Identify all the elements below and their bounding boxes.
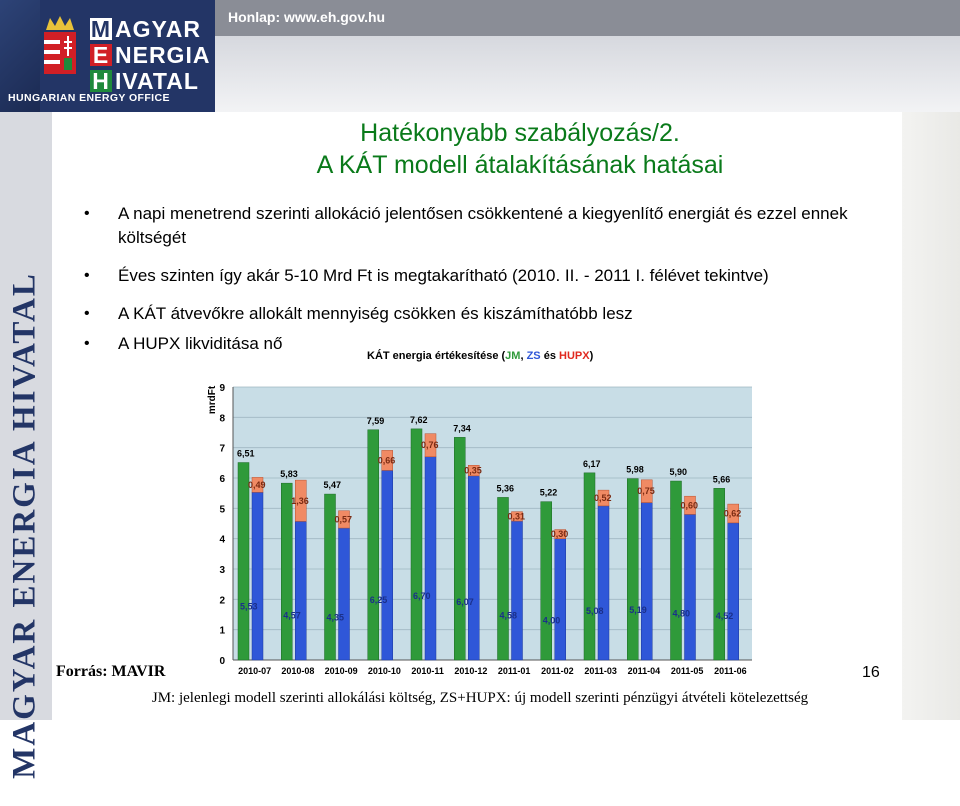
chart-y-axis-label: mrdFt	[207, 385, 218, 415]
footnote: JM: jelenlegi modell szerinti allokálási költség, ZS+HUPX: új modell szerinti pénzügyi átvételi kötelezettség	[151, 690, 809, 706]
logo-line-1	[90, 16, 201, 43]
bullet-item: • A HUPX likviditása nő	[82, 332, 882, 356]
source-note: Forrás: MAVIR	[56, 663, 166, 680]
bullet-item: • Éves szinten így akár 5-10 Mrd Ft is megtakarítható (2010. II. - 2011 I. félévet tekintve)	[82, 264, 882, 288]
bar-hupx-label: 1,36	[291, 495, 309, 506]
bar-zs-label: 5,08	[586, 605, 604, 616]
homepage-link[interactable]: Honlap: www.eh.gov.hu	[228, 9, 386, 25]
chart-title-jm: JM	[505, 350, 521, 362]
bar-zs	[425, 457, 436, 660]
chart-y-tick-label: 1	[219, 625, 225, 637]
logo-line2-rest: NERGIA	[115, 42, 211, 68]
chart-title-sep2: és	[540, 350, 559, 362]
bar-hupx-label: 0,57	[334, 514, 353, 525]
bar-zs-label: 4,80	[672, 608, 691, 619]
bar-jm-label: 6,17	[583, 458, 601, 469]
bar-zs	[468, 476, 479, 660]
bar-zs	[512, 521, 523, 660]
left-sidebar	[0, 112, 52, 779]
chart-y-tick-label: 3	[219, 565, 225, 576]
chart-y-tick-label: 9	[219, 383, 225, 394]
bar-zs-label: 6,25	[369, 595, 388, 606]
bar-hupx-label: 0,60	[680, 500, 699, 511]
bar-jm-label: 5,83	[280, 469, 298, 480]
bar-zs-label: 4,35	[326, 612, 345, 623]
bar-jm-label: 7,59	[366, 415, 385, 426]
bar-jm-label: 5,90	[669, 467, 688, 478]
slide-title-line-1: Hatékonyabb szabályozás/2.	[360, 119, 680, 147]
bar-zs	[555, 539, 566, 660]
coat-of-arms-icon	[42, 14, 78, 82]
bar-zs-label: 4,58	[499, 610, 518, 621]
page-number: 16	[862, 664, 880, 681]
bar-zs-label: 5,19	[629, 604, 647, 615]
logo-line-3	[90, 68, 199, 95]
bar-zs-label: 5,53	[240, 601, 258, 612]
logo-cap-h: H	[90, 70, 112, 92]
logo-line-2	[90, 42, 210, 69]
logo-cap-e: E	[90, 44, 112, 66]
bar-jm	[541, 502, 552, 660]
chart-x-tick-label: 2010-12	[454, 666, 488, 676]
chart-x-tick-label: 2010-07	[238, 666, 272, 676]
chart-plot-area	[219, 383, 752, 676]
office-logo	[0, 0, 215, 112]
chart-x-tick-label: 2011-06	[714, 666, 747, 676]
bar-jm-label: 7,34	[453, 423, 471, 434]
chart-y-tick-label: 4	[219, 534, 225, 546]
right-margin	[902, 112, 960, 720]
bar-jm-label: 5,98	[626, 464, 644, 475]
slide-title-line-2: A KÁT modell átalakításának hatásai	[316, 151, 724, 179]
bar-hupx-label: 0,30	[550, 529, 569, 540]
chart-x-tick-label: 2010-11	[411, 666, 444, 676]
bar-hupx-label: 0,49	[248, 479, 266, 490]
chart-y-tick-label: 0	[219, 656, 225, 667]
bar-jm	[281, 483, 292, 660]
sidebar-brand-text: MAGYAR ENERGIA HIVATAL	[6, 272, 43, 779]
header-band-lower	[215, 36, 960, 112]
bar-zs	[252, 492, 263, 660]
chart-x-tick-label: 2010-10	[367, 666, 401, 676]
bar-jm-label: 6,51	[237, 448, 255, 459]
chart-title	[367, 349, 594, 362]
chart-x-tick-label: 2011-03	[584, 666, 617, 676]
chart-title-hupx: HUPX	[559, 350, 590, 362]
chart-x-tick-label: 2010-08	[281, 666, 315, 676]
bar-zs	[728, 523, 739, 660]
bar-zs-label: 4,52	[715, 610, 734, 621]
chart-x-tick-label: 2011-04	[627, 666, 661, 676]
bar-zs-label: 6,07	[456, 596, 474, 607]
bar-jm-label: 5,47	[323, 480, 342, 491]
slide-title	[220, 117, 820, 181]
header-bar	[0, 0, 960, 112]
bar-jm-label: 5,66	[712, 474, 731, 485]
bullet-item: • A napi menetrend szerinti allokáció jelentősen csökkentené a kiegyenlítő energiát és ezzel ennek költségét	[82, 202, 882, 250]
bar-zs-label: 6,70	[413, 591, 431, 602]
bar-jm-label: 7,62	[410, 414, 428, 425]
bar-hupx-label: 0,31	[507, 511, 526, 522]
chart-title-suffix: )	[589, 350, 594, 362]
chart-x-tick-label: 2011-01	[497, 666, 531, 676]
bar-zs	[685, 514, 696, 660]
chart-x-tick-label: 2010-09	[324, 666, 358, 676]
logo-cap-m: M	[90, 16, 112, 42]
bar-zs	[641, 503, 652, 660]
bar-zs	[339, 528, 350, 660]
chart-y-tick-label: 5	[219, 504, 225, 516]
bar-hupx-label: 0,75	[637, 486, 655, 497]
bar-hupx-label: 0,66	[377, 455, 396, 466]
bar-jm	[498, 497, 509, 660]
bar-zs-label: 4,57	[283, 610, 301, 621]
chart-y-tick-label: 7	[219, 443, 225, 455]
bar-hupx-label: 0,76	[421, 440, 439, 451]
chart-title-prefix: KÁT energia értékesítése (	[367, 350, 506, 362]
bar-jm	[627, 479, 638, 660]
chart-y-tick-label: 8	[219, 413, 225, 425]
bar-hupx-label: 0,35	[464, 465, 482, 476]
bar-jm	[411, 429, 422, 660]
kat-energy-chart	[195, 345, 775, 690]
chart-x-tick-label: 2011-05	[670, 666, 704, 676]
bar-zs	[598, 506, 609, 660]
chart-y-tick-label: 2	[219, 595, 225, 607]
bar-jm	[238, 463, 249, 660]
bar-zs	[382, 470, 393, 660]
logo-subtitle: HUNGARIAN ENERGY OFFICE	[8, 92, 170, 104]
logo-line3-rest: IVATAL	[115, 68, 199, 94]
chart-title-zs: ZS	[526, 350, 541, 362]
logo-line1-rest: AGYAR	[115, 16, 201, 42]
bar-hupx-label: 0,52	[594, 493, 612, 504]
chart-y-tick-label: 6	[219, 474, 225, 485]
chart-title-sep1: ,	[520, 350, 527, 362]
bar-hupx-label: 0,62	[723, 508, 742, 519]
chart-x-tick-label: 2011-02	[541, 666, 574, 676]
bar-zs-label: 4,00	[542, 615, 561, 626]
bar-jm-label: 5,36	[496, 483, 515, 494]
bullet-item: • A KÁT átvevőkre allokált mennyiség csökken és kiszámíthatóbb lesz	[82, 302, 882, 326]
bar-zs	[295, 521, 306, 660]
bar-jm-label: 5,22	[539, 487, 558, 498]
